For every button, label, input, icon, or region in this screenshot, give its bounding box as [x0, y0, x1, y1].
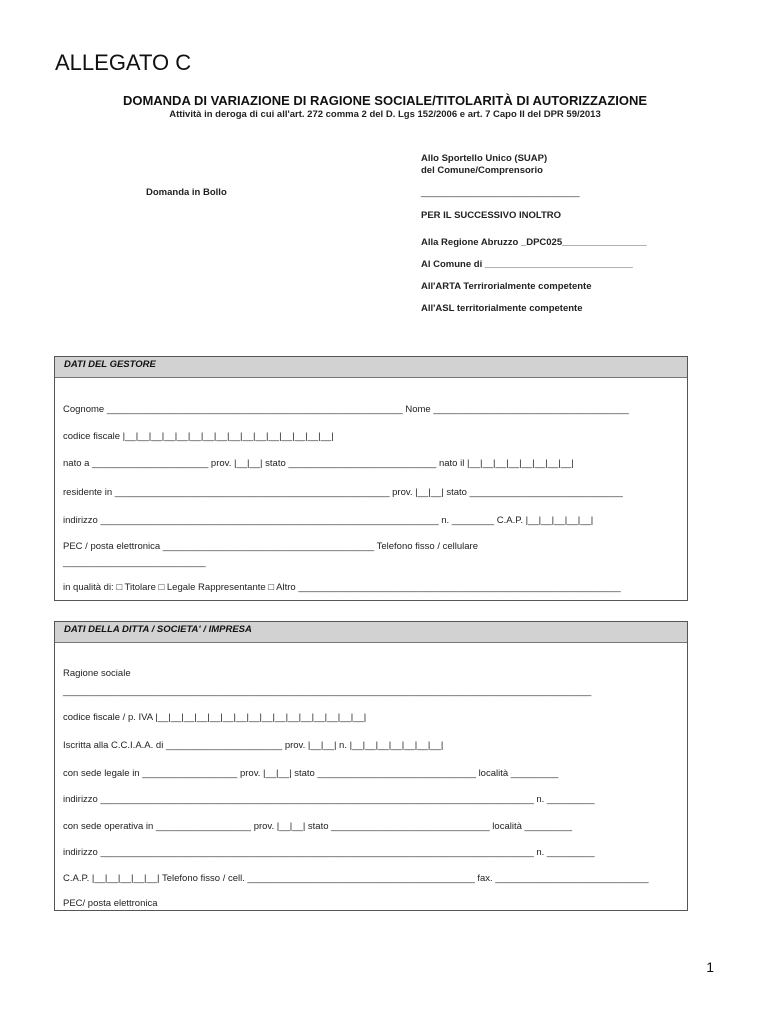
arta-line: All'ARTA Terrirorialmente competente — [421, 281, 592, 292]
document-subtitle: Attività in deroga di cui all'art. 272 comma 2 del D. Lgs 152/2006 e art. 7 Capo II del DPR 59/2013 — [169, 109, 601, 120]
comune-line: Al Comune di ____________________________ — [421, 259, 633, 270]
nascita-field[interactable]: nato a ______________________ prov. |__|__| stato ____________________________ nato il |__|__|__|__|__|__|__|__| — [63, 458, 574, 469]
cciaa-field[interactable]: Iscritta alla C.C.I.A.A. di ______________________ prov. |__|__| n. |__|__|__|__|__|__|__| — [63, 740, 444, 751]
suap-comune-blank[interactable]: ______________________________ — [421, 187, 580, 198]
gestore-section — [54, 356, 688, 601]
sede-legale-field[interactable]: con sede legale in __________________ prov. |__|__| stato ______________________________ località _________ — [63, 768, 559, 779]
asl-line: All'ASL territorialmente competente — [421, 303, 583, 314]
qualita-field[interactable]: in qualità di: □ Titolare □ Legale Rappresentante □ Altro _____________________________________________________________ — [63, 582, 621, 593]
page-number: 1 — [706, 959, 714, 975]
ragione-sociale-field[interactable]: ____________________________________________________________________________________________________ — [63, 686, 592, 697]
ditta-section — [54, 621, 688, 911]
pec-telefono-field[interactable]: PEC / posta elettronica ________________________________________ Telefono fisso / cellulare — [63, 541, 478, 552]
codice-fiscale-field[interactable]: codice fiscale |__|__|__|__|__|__|__|__|__|__|__|__|__|__|__|__| — [63, 431, 334, 442]
successivo-inoltro-label: PER IL SUCCESSIVO INOLTRO — [421, 210, 562, 221]
codice-fiscale-iva-field[interactable]: codice fiscale / p. IVA |__|__|__|__|__|__|__|__|__|__|__|__|__|__|__|__| — [63, 712, 367, 723]
suap-line-1: Allo Sportello Unico (SUAP) — [421, 153, 548, 164]
allegato-label: ALLEGATO C — [55, 50, 192, 75]
suap-line-2: del Comune/Comprensorio — [421, 165, 543, 176]
ragione-sociale-label: Ragione sociale — [63, 668, 131, 679]
pec-ditta-field[interactable]: PEC/ posta elettronica — [63, 898, 158, 909]
regione-abruzzo-line: Alla Regione Abruzzo _DPC025________________ — [421, 237, 647, 248]
gestore-section-header: DATI DEL GESTORE — [55, 357, 687, 378]
pec-telefono-continuation[interactable]: ___________________________ — [63, 557, 206, 568]
residenza-field[interactable]: residente in ____________________________________________________ prov. |__|__| stato _____________________________ — [63, 487, 623, 498]
indirizzo-sede-legale-field[interactable]: indirizzo __________________________________________________________________________________ n. _________ — [63, 794, 595, 805]
cognome-nome-field[interactable]: Cognome ________________________________________________________ Nome _____________________________________ — [63, 404, 629, 415]
sede-operativa-field[interactable]: con sede operativa in __________________ prov. |__|__| stato ______________________________ località _________ — [63, 821, 573, 832]
indirizzo-sede-operativa-field[interactable]: indirizzo __________________________________________________________________________________ n. _________ — [63, 847, 595, 858]
indirizzo-field[interactable]: indirizzo ________________________________________________________________ n. ________ C.A.P. |__|__|__|__|__| — [63, 515, 594, 526]
document-title: DOMANDA DI VARIAZIONE DI RAGIONE SOCIALE/TITOLARITÀ DI AUTORIZZAZIONE — [122, 93, 648, 108]
cap-telefono-fax-field[interactable]: C.A.P. |__|__|__|__|__| Telefono fisso / cell. ___________________________________________ fax. _____________________________ — [63, 873, 649, 884]
ditta-section-header: DATI DELLA DITTA / SOCIETA' / IMPRESA — [55, 622, 687, 643]
bollo-label: Domanda in Bollo — [146, 187, 227, 198]
